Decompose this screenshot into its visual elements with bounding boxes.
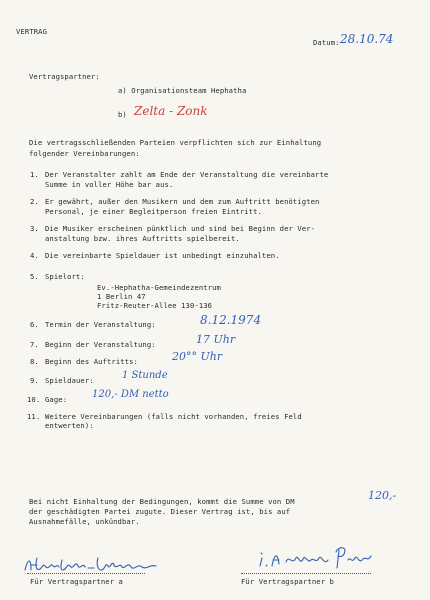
intro-line-2: folgender Vereinbarungen: <box>29 149 140 158</box>
penalty-line-2: der geschädigten Partei zugute. Dieser Vertrag ist, bis auf <box>29 507 291 516</box>
party-a: a) Organisationsteam Hephatha <box>118 86 247 95</box>
performance-start-label: Beginn des Auftritts: <box>45 357 138 366</box>
venue-label: Spielort: <box>45 272 85 281</box>
performance-start-value: 20°° Uhr <box>172 350 223 363</box>
clause-1-line-1: Der Veranstalter zahlt am Ende der Veranstaltung die vereinbarte <box>45 170 329 179</box>
clause-3-line-1: Die Musiker erscheinen pünktlich und sind bei Beginn der Ver- <box>45 224 316 233</box>
signature-a-label: Für Vertragspartner a <box>30 577 123 586</box>
fee-value: 120,- DM netto <box>92 389 169 400</box>
date-label: Datum: <box>313 38 340 47</box>
venue-line-3: Fritz-Reuter-Allee 130-136 <box>97 301 213 310</box>
date-value: 28.10.74 <box>340 32 394 46</box>
clause-number: 3. <box>30 224 39 233</box>
party-b-prefix: b) <box>118 110 127 119</box>
clause-number: 4. <box>30 251 39 260</box>
parties-label: Vertragspartner: <box>29 72 100 81</box>
party-b-value: Zelta - Zonk <box>134 104 208 118</box>
intro-line-1: Die vertragsschließenden Parteien verpflichten sich zur Einhaltung <box>29 138 322 147</box>
clause-4-line-1: Die vereinbarte Spieldauer ist unbedingt einzuhalten. <box>45 251 280 260</box>
event-start-value: 17 Uhr <box>196 333 236 346</box>
clause-number: 8. <box>30 357 39 366</box>
clause-number: 1. <box>30 170 39 179</box>
clause-number: 10. <box>27 395 41 404</box>
venue-line-2: 1 Berlin 47 <box>97 292 146 301</box>
clause-number: 11. <box>27 412 41 421</box>
event-start-label: Beginn der Veranstaltung: <box>45 340 156 349</box>
penalty-line-1: Bei nicht Einhaltung der Bedingungen, kommt die Summe von DM <box>29 497 295 506</box>
clause-number: 6. <box>30 320 39 329</box>
clause-2-line-2: Personal, je einer Begleitperson freien Eintritt. <box>45 207 262 216</box>
penalty-line-3: Ausnahmefälle, unkündbar. <box>29 517 140 526</box>
event-date-value: 8.12.1974 <box>200 313 262 327</box>
clause-3-line-2: anstaltung bzw. ihres Auftritts spielbereit. <box>45 234 240 243</box>
fee-label: Gage: <box>45 395 68 404</box>
further-line-2: entwerten): <box>45 421 94 430</box>
signature-line-a <box>27 573 145 574</box>
duration-label: Spieldauer: <box>45 376 94 385</box>
signature-b-label: Für Vertragspartner b <box>241 577 334 586</box>
clause-2-line-1: Er gewährt, außer den Musikern und dem zum Auftritt benötigten <box>45 197 320 206</box>
penalty-amount: 120,- <box>368 489 397 502</box>
clause-number: 9. <box>30 376 39 385</box>
venue-line-1: Ev.-Hephatha-Gemeindezentrum <box>97 283 221 292</box>
signature-b <box>256 544 374 574</box>
clause-number: 5. <box>30 272 39 281</box>
clause-1-line-2: Summe in voller Höhe bar aus. <box>45 180 174 189</box>
event-date-label: Termin der Veranstaltung: <box>45 320 156 329</box>
clause-number: 7. <box>30 340 39 349</box>
clause-number: 2. <box>30 197 39 206</box>
document-title: VERTRAG <box>16 27 47 36</box>
duration-value: 1 Stunde <box>122 370 168 381</box>
signature-line-b <box>241 573 371 574</box>
further-line-1: Weitere Vereinbarungen (falls nicht vorhanden, freies Feld <box>45 412 302 421</box>
